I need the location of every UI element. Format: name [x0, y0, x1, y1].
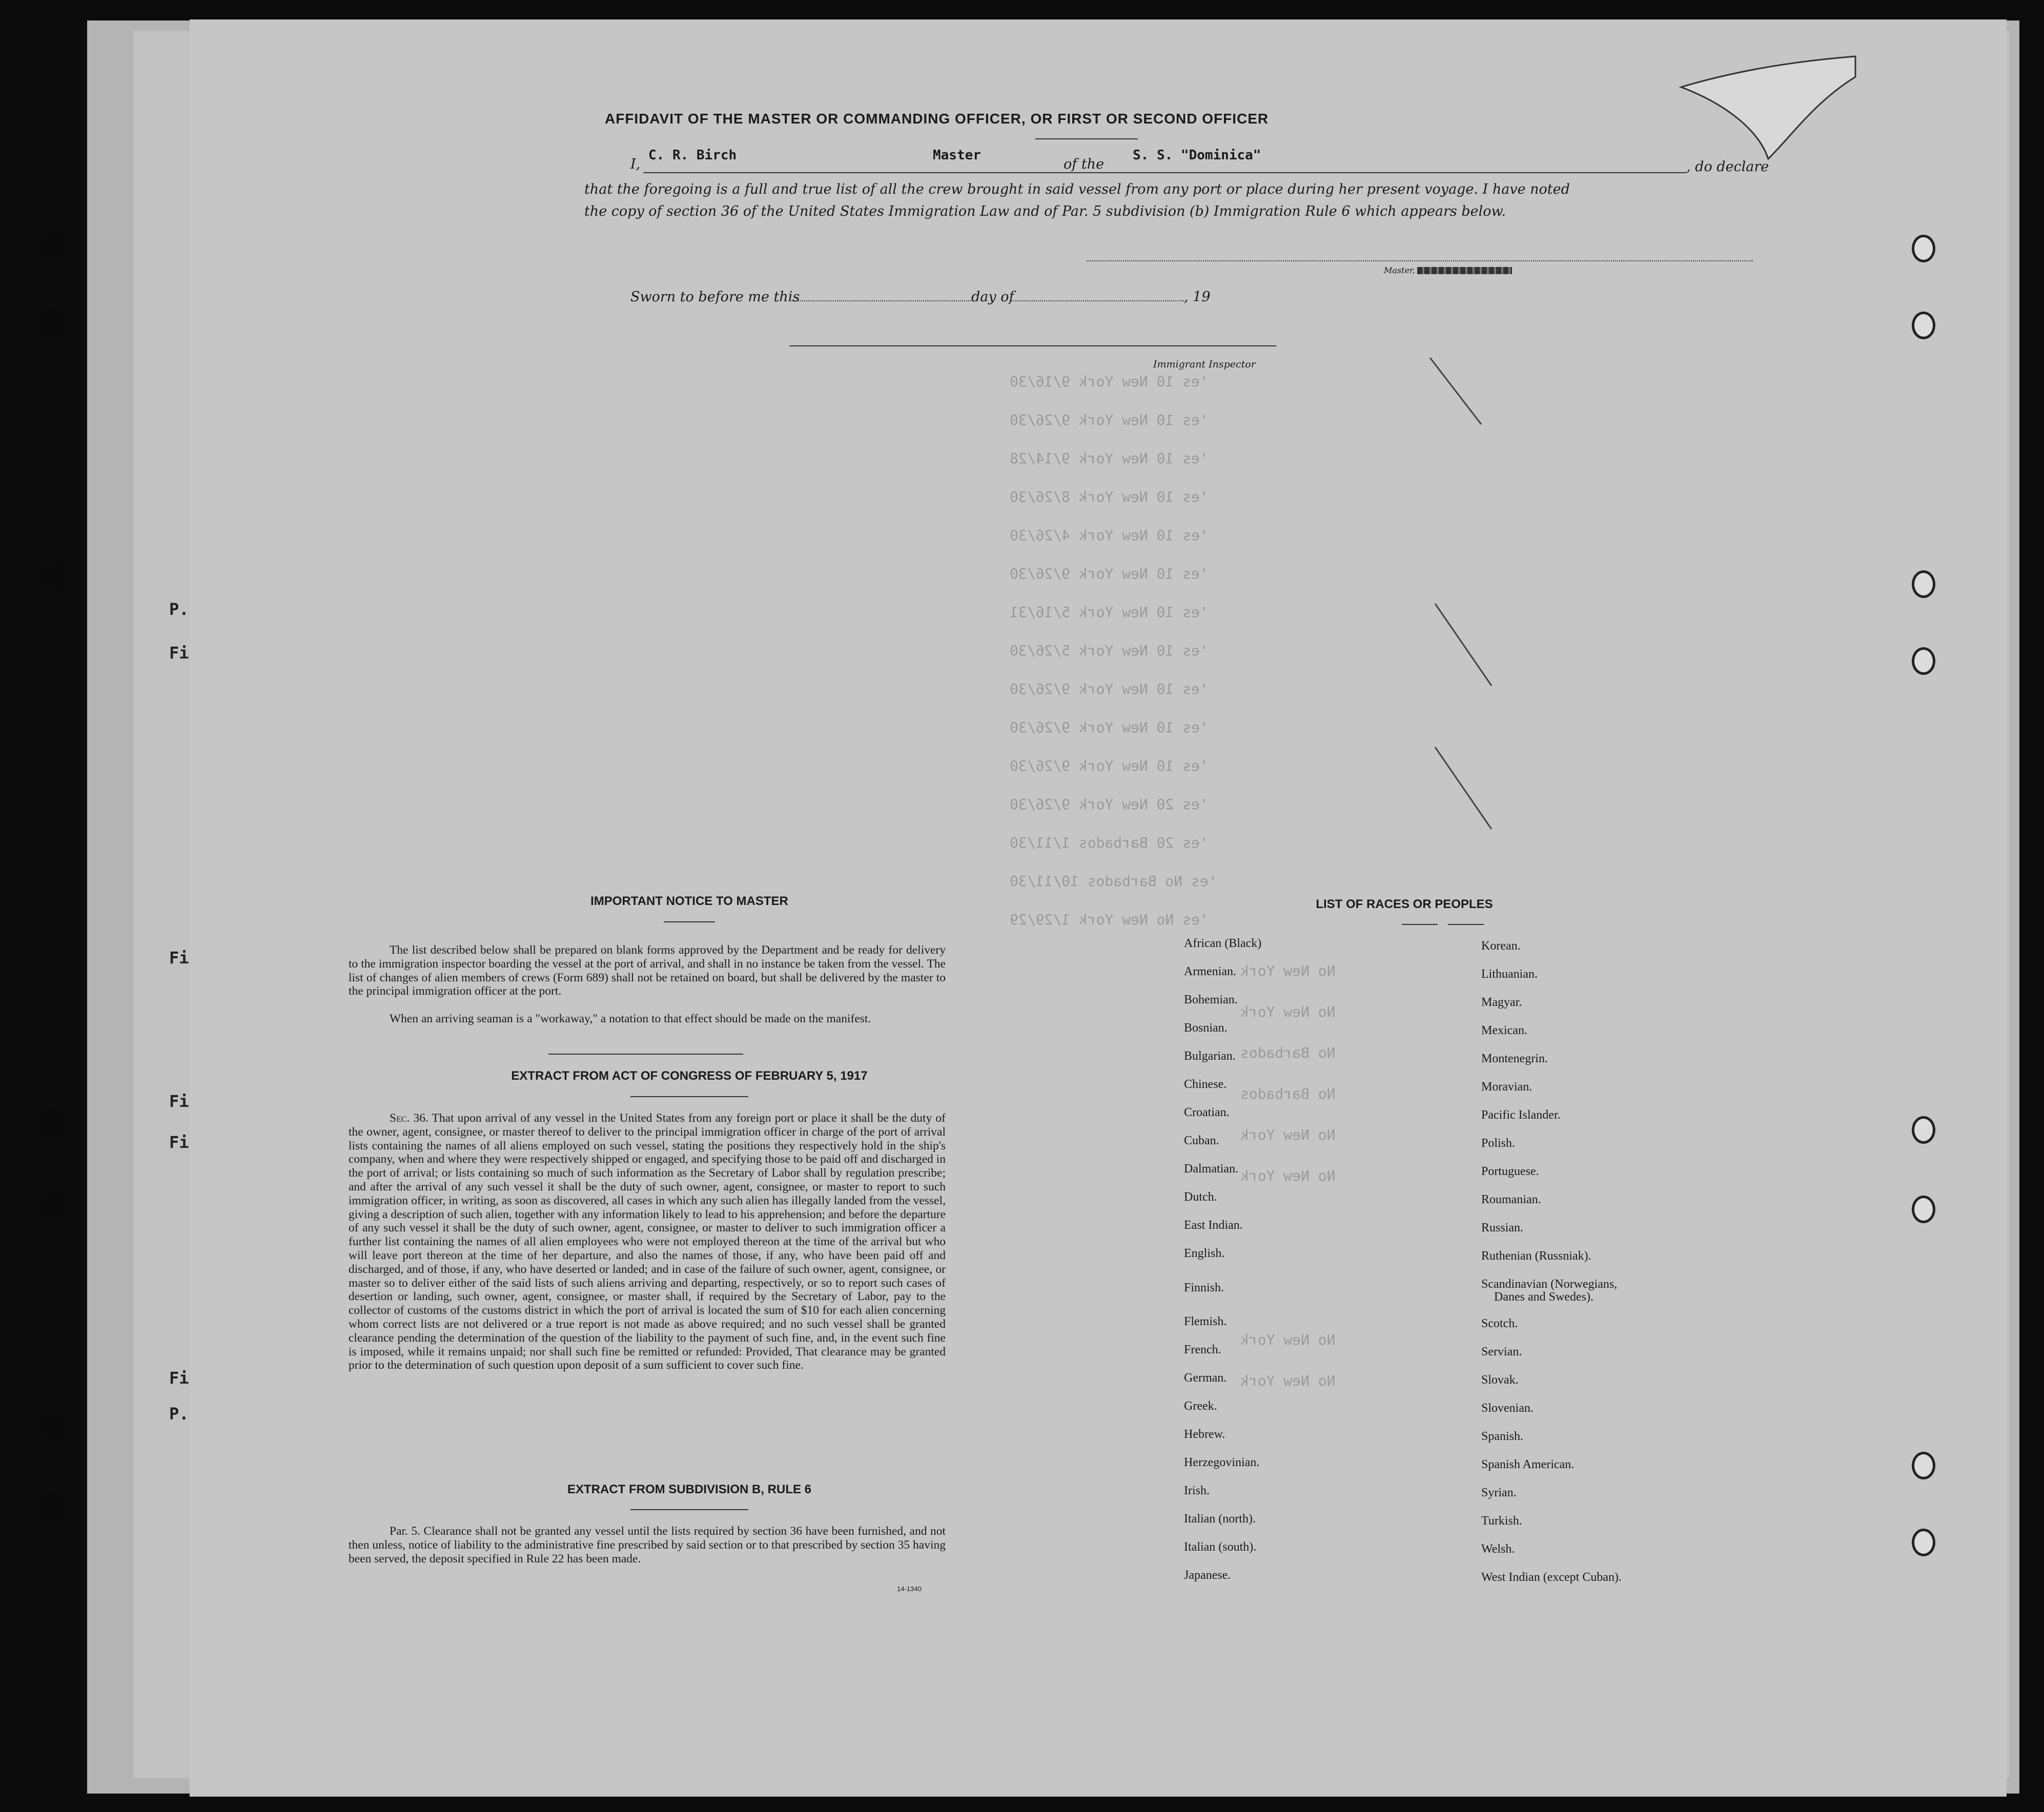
- binder-hole: [42, 1109, 66, 1139]
- do-declare-label: , do declare: [1686, 159, 1769, 175]
- sworn-prefix: Sworn to before me this: [630, 289, 800, 305]
- race-item: Korean.: [1481, 939, 1521, 953]
- race-item: Slovak.: [1481, 1373, 1519, 1387]
- race-item: Lithuanian.: [1481, 967, 1538, 981]
- binder-hole: [1912, 1529, 1935, 1556]
- affidavit-body-line1: that the foregoing is a full and true list of all the crew brought in said vessel from any port or place during her present voyage. I have noted: [584, 181, 1570, 197]
- sworn-month-line: [1010, 300, 1184, 301]
- act-extract-rule: [630, 1096, 748, 1097]
- race-item: Pacific Islander.: [1481, 1108, 1561, 1122]
- race-item: Greek.: [1184, 1399, 1217, 1413]
- race-item: Cuban.: [1184, 1134, 1219, 1147]
- binder-hole: [42, 310, 66, 340]
- race-item: Scandinavian (Norwegians,: [1481, 1278, 1618, 1291]
- race-item: Spanish American.: [1481, 1458, 1575, 1471]
- races-rule: [1402, 924, 1438, 925]
- race-item: East Indian.: [1184, 1219, 1243, 1232]
- race-item: Polish.: [1481, 1137, 1516, 1150]
- binder-hole: [1912, 647, 1935, 675]
- race-item: Russian.: [1481, 1221, 1524, 1234]
- binder-hole: [1912, 1452, 1935, 1479]
- race-item: Japanese.: [1184, 1569, 1231, 1582]
- race-item: Moravian.: [1481, 1080, 1532, 1094]
- margin-mark: Fi: [169, 1092, 189, 1111]
- rule-extract-title: EXTRACT FROM SUBDIVISION B, RULE 6: [567, 1482, 812, 1496]
- race-item: Mexican.: [1481, 1024, 1527, 1037]
- binder-hole: [1912, 570, 1935, 598]
- day-of-label: day of: [971, 289, 1014, 305]
- margin-mark: P.: [169, 1404, 189, 1424]
- race-item: Croatian.: [1184, 1106, 1230, 1119]
- race-item: Chinese.: [1184, 1078, 1227, 1091]
- race-item: Portuguese.: [1481, 1165, 1539, 1178]
- race-item: West Indian (except Cuban).: [1481, 1571, 1622, 1584]
- race-item: Irish.: [1184, 1484, 1210, 1497]
- binder-hole: [1912, 235, 1935, 262]
- race-item: Bulgarian.: [1184, 1049, 1236, 1063]
- race-item: Bohemian.: [1184, 993, 1238, 1006]
- binder-hole: [42, 231, 66, 260]
- margin-mark: Fi: [169, 948, 189, 967]
- form-number: 14-1340: [897, 1585, 922, 1593]
- race-item: Turkish.: [1481, 1514, 1522, 1528]
- race-item: African (Black): [1184, 937, 1262, 950]
- race-item: French.: [1184, 1343, 1221, 1356]
- race-item: Welsh.: [1481, 1542, 1515, 1556]
- sec-label: Sec. 36.: [390, 1111, 428, 1125]
- notice-para1: The list described below shall be prepared on blank forms approved by the Department and be ready for delivery to the immigration inspector boarding the vessel at the port of arrival, and shall in no instance be taken from the vessel. The list of changes of alien members of crews (Form 689) shall not be retained on board, but shall be delivered by the master to the principal immigration officer at the port.: [349, 943, 946, 998]
- race-item: Magyar.: [1481, 996, 1522, 1009]
- margin-mark: Fi: [169, 1368, 189, 1388]
- races-title: LIST OF RACES OR PEOPLES: [1316, 897, 1493, 911]
- race-item: Danes and Swedes).: [1494, 1290, 1593, 1304]
- binder-hole: [42, 561, 66, 591]
- master-rank: Master: [933, 148, 981, 163]
- of-the-label: of the: [1064, 156, 1105, 172]
- margin-mark: P.: [169, 600, 189, 619]
- race-item: Bosnian.: [1184, 1021, 1228, 1035]
- pencil-marks: [1420, 347, 1522, 860]
- race-item: Servian.: [1481, 1345, 1522, 1358]
- affidavit-i-prefix: I,: [630, 156, 641, 172]
- margin-mark: Fi: [169, 1132, 189, 1152]
- notice-title: IMPORTANT NOTICE TO MASTER: [590, 894, 788, 908]
- manifest-sheet: 'es 10 New York 9/16/30 'es 10 New York 9/26/30 'es 10 New York 9/14/28 'es 10 New York 8/26/30 'es 10 New York 4/26/30 'es 10 New York 9/26/30 'es 10 New York 5/16/31 'es 10 New York 5/26/30 'es 10 New York 9/26/30 'es 10 New York 9/26/30 'es 10 New York 9/26/30 'es 20 New York 9/26/30 'es 20 Barbados 1/11/30 'es No Barbados 10/11/30 'es No New York 1/29/29 No New York No New York No Barbados No Barbados No New York No New York No New York No New York AFFIDAVIT OF THE MASTER OR COMMANDING OFFICER, OR FIRST OR SECOND OFFICER I, C. R. Birch Master of the S. S. "Dominica" , do declare that the foregoing is a full and true list of all the crew brought in said vessel from any port or place during her present voyage. I have noted the copy of section 36 of the United States Immigration Law and of Par. 5 subdivision (b) Immigration Rule 6 which appears below. Master, Sworn to before me this day of , 19 Immigrant Inspector IMPORTANT NOTICE TO MASTER The list described below shall be prepared on blank forms approved by the Department and be ready for delivery to the immigration inspector boarding the vessel at the port of arrival, and shall in no instance be taken from the vessel. The list of changes of alien members of crews (Form 689) shall not be retained on board, but shall be delivered by the master to the principal immigration officer at the port. When an arriving seaman is a "workaway," a notation to that effect should be made on the manifest. EXTRACT FROM ACT OF CONGRESS OF FEBRUARY 5, 1917 Sec. 36. That upon arrival of any vessel in the United States from any foreign port or place it shall be the duty of the owner, agent, consignee, or master thereof to deliver to the principal immigration officer in charge of the port of arrival lists containing the names of all aliens employed on such vessel, stating the positions they respectively hold in the ship's company, when and where they were respectively shipped or engaged, and specifying those to be paid off and discharged in the port of arrival; or lists containing so much of such information as the Secretary of Labor shall by regulation prescribe; and after the arrival of any such vessel it shall be the duty of such owner, agent, consignee, or master to report to such immigration officer, in writing, as soon as discovered, all cases in which any such alien has illegally landed from the vessel, giving a description of such alien, together with any information likely to lead to his apprehension; and before the departure of any such vessel it shall be the duty of such owner, agent, consignee, or master to deliver to such immigration officer a further list containing the names of all alien employees who were not employed thereon at the time of the arrival but who will leave port thereon at the time of her departure, and also the names of those, if any, who have been paid off and discharged, and of those, if any, who have deserted or landed; and in case of the failure of such owner, agent, consignee, or master so to deliver either of the said lists of such aliens arriving and departing, respectively, or so to report such cases of desertion or landing, such owner, agent, consignee, or master shall, if required by the Secretary of Labor, pay to the collector of customs of the customs district in which the port of arrival is located the sum of $10 for each alien concerning whom correct lists are not delivered or a true report is not made as above required; and no such vessel shall be granted clearance pending the determination of the question of the liability to the payment of such fine, and, in the event such fine is imposed, while it remains unpaid; nor shall such fine be remitted or refunded: Provided, That clearance may be granted prior to the determination of such question upon deposit of a sum sufficient to cover such fine. EXTRACT FROM SUBDIVISION B, RULE 6 Par. 5. Clearance shall not be granted any vessel until the lists required by section 36 have been furnished, and not then unless, notice of liability to the administrative fine prescribed by said section or to that prescribed by section 35 having been served, the deposit specified in Rule 22 has been made. 14-1340 LIST OF RACES OR PEOPLES African (Black) Armenian. Bohemian. Bosnian. Bulgarian. Chinese. Croatian. Cuban. Dalmatian. Dutch. East Indian. English. Finnish. Flemish. French. German. Greek. Hebrew. Herzegovinian. Irish. Italian (north). Italian (south). Japanese. Korean. Lithuanian. Magyar. Mexican. Montenegrin. Moravian. Pacific Islander. Polish. Portuguese. Roumanian. Russian. Ruthenian (Russniak). Scandinavian (Norwegians, Danes and Swedes). Scotch. Servian. Slovak. Slovenian. Spanish. Spanish American. Syrian. Turkish. Welsh. West Indian (except Cuban).: [190, 19, 2007, 1797]
- race-item: Herzegovinian.: [1184, 1456, 1260, 1469]
- sec-36-text: That upon arrival of any vessel in the United States from any foreign port or place it shall be the duty of the owner, agent, consignee, or master thereof to deliver to the principal immigration officer in charge of the port of arrival lists containing the names of all aliens employed on such vessel, stating the positions they respectively hold in the ship's company, when and where they were respectively shipped or engaged, and specifying those to be paid off and discharged in the port of arrival; or lists containing so much of such information as the Secretary of Labor shall by regulation prescribe; and after the arrival of any such vessel it shall be the duty of such owner, agent, consignee, or master to report to such immigration officer, in writing, as soon as discovered, all cases in which any such alien has illegally landed from the vessel, giving a description of such alien, together with any information likely to lead to his apprehension; and before the departure of any such vessel it shall be the duty of such owner, agent, consignee, or master to deliver to such immigration officer a further list containing the names of all alien employees who were not employed thereon at the time of the arrival but who will leave port thereon at the time of her departure, and also the names of those, if any, who have been paid off and discharged, and of those, if any, who have deserted or landed; and in case of the failure of such owner, agent, consignee, or master so to deliver either of the said lists of such aliens arriving and departing, respectively, or so to report such cases of desertion or landing, such owner, agent, consignee, or master shall, if required by the Secretary of Labor, pay to the collector of customs of the customs district in which the port of arrival is located the sum of $10 for each alien concerning whom correct lists are not delivered or a true report is not made as above required; and no such vessel shall be granted clearance pending the determination of the question of the liability to the payment of such fine, and, in the event such fine is imposed, while it remains unpaid; nor shall such fine be remitted or refunded: Provided, That clearance may be granted prior to the determination of such question upon deposit of a sum sufficient to cover such fine.: [349, 1111, 946, 1372]
- binder-hole: [1912, 1116, 1935, 1144]
- race-item: Ruthenian (Russniak).: [1481, 1249, 1591, 1263]
- year-prefix: , 19: [1184, 289, 1211, 305]
- inspector-caption: Immigrant Inspector: [1153, 359, 1256, 370]
- binder-hole: [42, 1412, 66, 1442]
- rule-extract-rule: [630, 1509, 748, 1510]
- affidavit-body-line2: the copy of section 36 of the United States Immigration Law and of Par. 5 subdivision (b) Immigration Rule 6 which appears below.: [584, 203, 1506, 219]
- binder-hole: [42, 1191, 66, 1221]
- vessel-name: S. S. "Dominica": [1133, 148, 1261, 163]
- race-item: Armenian.: [1184, 965, 1236, 978]
- notice-para2: When an arriving seaman is a "workaway," a notation to that effect should be made on the manifest.: [390, 1012, 871, 1025]
- inspector-line: [789, 345, 1276, 346]
- binder-hole: [1912, 1196, 1935, 1223]
- binder-hole: [1912, 312, 1935, 339]
- torn-corner: [1671, 41, 1866, 164]
- margin-mark: Fi: [169, 643, 189, 663]
- sworn-day-line: [789, 300, 971, 301]
- race-item: Slovenian.: [1481, 1402, 1534, 1415]
- race-item: Flemish.: [1184, 1315, 1227, 1328]
- struck-out-text: [1417, 267, 1512, 274]
- race-item: Italian (north).: [1184, 1512, 1256, 1526]
- race-item: Dalmatian.: [1184, 1162, 1238, 1176]
- title-rule: [1035, 138, 1138, 139]
- act-extract-text: [349, 1111, 946, 1372]
- race-item: Dutch.: [1184, 1190, 1217, 1204]
- signature-line: [1087, 260, 1753, 261]
- rule-extract-text: Par. 5. Clearance shall not be granted any vessel until the lists required by section 36 have been furnished, and not then unless, notice of liability to the administrative fine prescribed by said section or to that prescribed by section 35 having been served, the deposit specified in Rule 22 has been made.: [349, 1525, 946, 1566]
- notice-rule: [664, 921, 715, 922]
- race-item: Roumanian.: [1481, 1193, 1541, 1206]
- race-item: Montenegrin.: [1481, 1052, 1548, 1065]
- signature-caption: Master,: [1384, 265, 1416, 275]
- affidavit-title: AFFIDAVIT OF THE MASTER OR COMMANDING OFFICER, OR FIRST OR SECOND OFFICER: [605, 111, 1269, 127]
- races-rule: [1448, 924, 1484, 925]
- act-extract-title: EXTRACT FROM ACT OF CONGRESS OF FEBRUARY 5, 1917: [511, 1069, 868, 1083]
- race-item: German.: [1184, 1371, 1227, 1385]
- binder-hole: [42, 1494, 66, 1523]
- race-item: Scotch.: [1481, 1317, 1518, 1330]
- race-item: Syrian.: [1481, 1486, 1517, 1499]
- race-item: Spanish.: [1481, 1430, 1524, 1443]
- race-item: Italian (south).: [1184, 1540, 1257, 1554]
- separator-rule: [548, 1054, 743, 1055]
- race-item: English.: [1184, 1247, 1225, 1260]
- master-name: C. R. Birch: [648, 148, 737, 163]
- race-item: Hebrew.: [1184, 1428, 1225, 1441]
- race-item: Finnish.: [1184, 1281, 1224, 1294]
